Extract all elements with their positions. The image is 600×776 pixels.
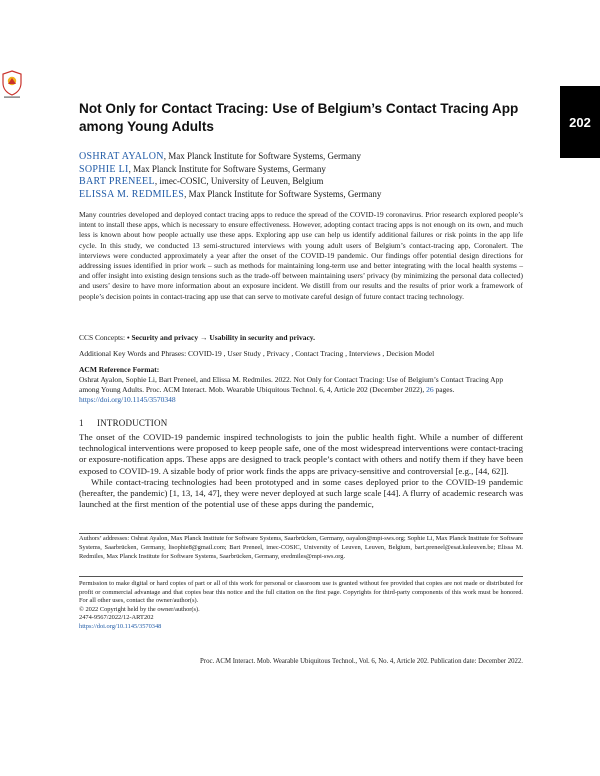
section-title: INTRODUCTION — [97, 418, 168, 428]
pages-suffix: pages. — [433, 385, 455, 394]
issn-line: 2474-9567/2022/12-ART202 — [79, 614, 154, 622]
copyright-line: © 2022 Copyright held by the owner/author(s). — [79, 605, 200, 613]
author-list — [79, 150, 549, 200]
page-footer: Proc. ACM Interact. Mob. Wearable Ubiquitous Technol., Vol. 6, No. 4, Article 202. Publication date: December 2022. — [200, 658, 523, 665]
author-name-link[interactable]: OSHRAT AYALON — [79, 151, 164, 162]
page-number-tab — [560, 86, 600, 158]
permission-text: Permission to make digital or hard copies of part or all of this work for personal or classroom use is granted without fee provided that copies are not made or distributed for profit or commercial advantage and that copies bear this notice and the full citation on the first page. Copyrights for third-party components of this work must be honored. For all other uses, contact the owner/author(s). — [79, 580, 523, 605]
author-entry — [79, 175, 549, 188]
author-addresses: Authors’ addresses: Oshrat Ayalon, Max Planck Institute for Software Systems, Saarbrücken, Germany, oayalon@mpi-sws.org; Sophie Li, Max Planck Institute for Software Systems, Saarbrücken, Germany, lisophie8@gmail.com; Bart Preneel, imec-COSIC, University of Leuven, Leuven, Belgium, bart.preneel@esat.kuleuven.be; Elissa M. Redmiles, Max Planck Institute for Software Systems, Saarbrücken, Germany, eredmiles@mpi-sws.org. — [79, 535, 523, 560]
acm-badge-icon[interactable] — [1, 70, 23, 100]
author-affiliation: , imec-COSIC, University of Leuven, Belgium — [154, 176, 324, 186]
author-affiliation: , Max Planck Institute for Software Systems, Germany — [128, 163, 326, 174]
author-name-link[interactable]: SOPHIE LI — [79, 163, 129, 175]
introduction-body — [79, 432, 523, 510]
ccs-value: • Security and privacy → Usability in security and privacy. — [126, 333, 315, 342]
permission-divider — [79, 576, 523, 577]
section-number: 1 — [79, 418, 84, 428]
ccs-concepts — [79, 333, 523, 343]
doi-link[interactable]: https://doi.org/10.1145/3570348 — [79, 395, 176, 404]
page-number: 202 — [569, 114, 591, 130]
author-affiliation: , Max Planck Institute for Software Systems, Germany — [184, 188, 382, 199]
intro-paragraph: The onset of the COVID-19 pandemic inspired technologists to join the public health fight. While a number of different technological interventions were proposed to keep people safe, one of the most widespread interventions were contact-tracing or exposure-notification apps. These apps are designed to track people’s contact with others and notify them if they have been exposed to COVID-19. A sizable body of prior work finds the apps are privacy-sensitive and controversial [e.g., [44, 62]]. — [79, 432, 523, 476]
reference-header: ACM Reference Format: — [79, 365, 160, 374]
author-name-link[interactable]: BART PRENEEL — [79, 176, 155, 187]
author-name-link[interactable]: ELISSA M. REDMILES — [79, 188, 185, 200]
author-entry — [79, 188, 549, 201]
pages-link[interactable]: 26 — [426, 385, 434, 394]
footnote-divider — [79, 533, 523, 534]
author-entry — [79, 163, 549, 176]
author-affiliation: , Max Planck Institute for Software Systems, Germany — [163, 151, 361, 161]
permission-doi-link[interactable]: https://doi.org/10.1145/3570348 — [79, 622, 162, 630]
reference-text — [79, 375, 523, 405]
keywords: Additional Key Words and Phrases: COVID-19 , User Study , Privacy , Contact Tracing , Interviews , Decision Model — [79, 349, 435, 358]
abstract: Many countries developed and deployed contact tracing apps to reduce the spread of the COVID-19 coronavirus. Prior research explored people’s intent to install these apps, which is necessary to ensure effectiveness. However, adopting contact tracing apps is not enough on its own, and much less is known about how people actually use these apps. Exploring app use can help us identify additional failures or risk points in the app life cycle. In this study, we conducted 13 semi-structured interviews with young adult users of Belgium’s contact-tracing app, Coronalert. The interviews were conducted approximately a year after the onset of the COVID-19 pandemic. Our findings offer potential design directions for addressing issues identified in prior work – such as methods for maintaining long-term use and better integrating with the local health systems – and offer insight into existing design tensions such as the trade-off between maintaining users’ privacy (by minimizing the personal data collected) and users’ desire to have more information about an exposure incident. We distill from our results and the results of prior work a framework of people’s decision points in contact-tracing app use that can serve to motivate careful design of future contact tracing technology. — [79, 210, 523, 301]
author-entry — [79, 150, 549, 163]
ccs-label: CCS Concepts: — [79, 333, 127, 342]
permission-notice — [79, 580, 523, 632]
paper-title: Not Only for Contact Tracing: Use of Belgium’s Contact Tracing App among Young Adults — [79, 101, 519, 134]
reference-citation: Oshrat Ayalon, Sophie Li, Bart Preneel, and Elissa M. Redmiles. 2022. Not Only for Contact Tracing: Use of Belgium’s Contact Tracing App among Young Adults. Proc. ACM Interact. Mob. Wearable Ubiquitous Technol. 6, 4, Article 202 (December 2022), — [79, 375, 504, 394]
acm-reference-format — [79, 365, 523, 405]
section-heading — [79, 418, 167, 428]
intro-paragraph: While contact-tracing technologies had been prototyped and in some cases deployed prior to the COVID-19 pandemic (hereafter, the pandemic) [1, 13, 14, 47], they were never deployed at such large scale [44]. A flurry of academic research was launched at the first mention of the potential use of these apps during the pandemic, — [79, 476, 523, 510]
